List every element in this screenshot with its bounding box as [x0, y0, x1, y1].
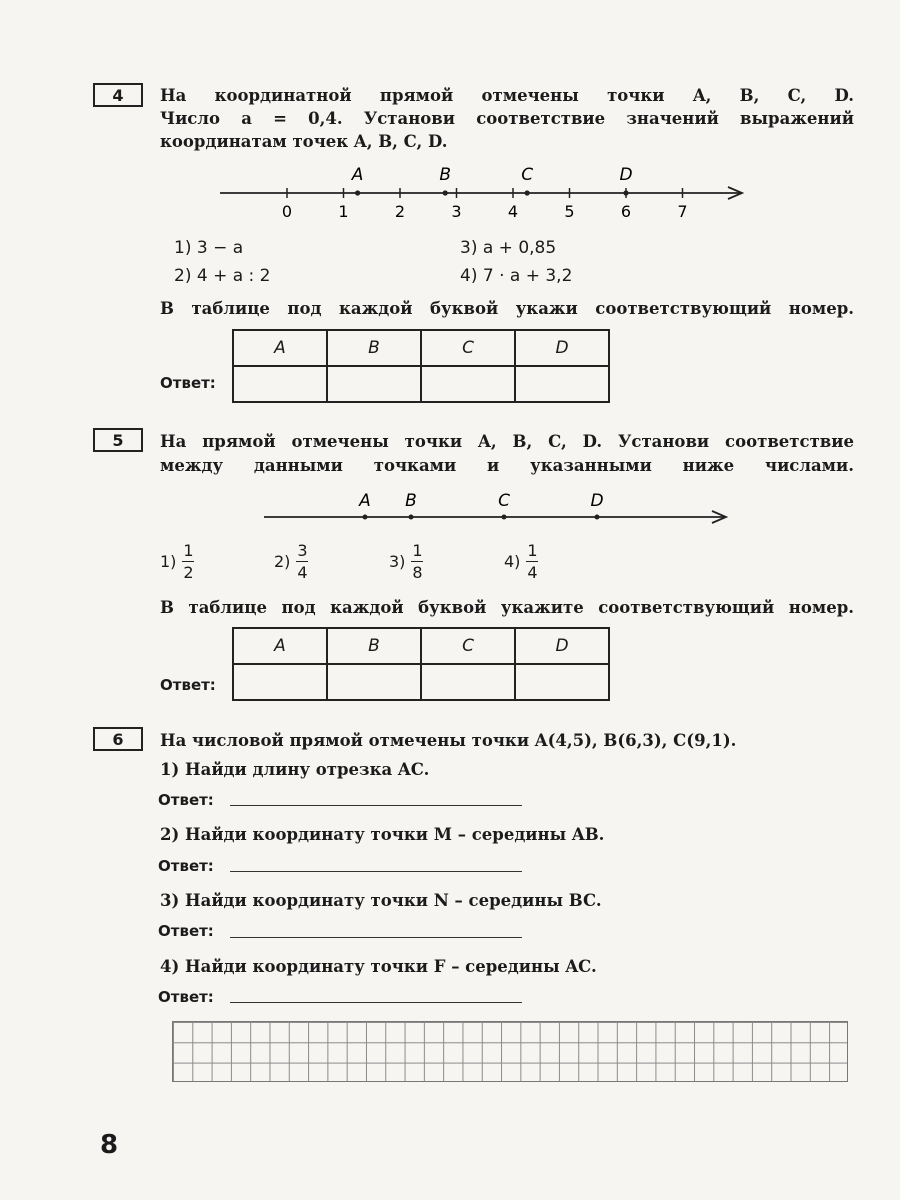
header-cell-d: D [515, 628, 609, 664]
task-6-question-4: 4) Найди координату точки F – середины AC. [160, 957, 597, 976]
table-header-row [233, 330, 609, 366]
task-4-number: 4 [93, 83, 143, 107]
task-5-option-3: 3) 1 8 [389, 541, 423, 582]
task-6-answer-field-1[interactable] [230, 805, 522, 806]
task-4-text-line-3: координатам точек A, B, C, D. [160, 132, 448, 151]
point-d-dot [623, 190, 628, 195]
header-cell-a: A [233, 330, 327, 366]
point-b-label: B [405, 491, 417, 511]
task-6-text-line-1: На числовой прямой отмечены точки A(4,5), B(6,3), C(9,1). [160, 731, 737, 750]
point-d-label: D [619, 165, 633, 185]
header-cell-b: B [327, 628, 421, 664]
task-4-instruction: В таблице под каждой буквой укажи соответствующий номер. [160, 299, 854, 318]
task-6-answer-label-4: Ответ: [158, 988, 214, 1006]
task-5-option-1: 1) 1 2 [160, 541, 194, 582]
task-4-answer-table [232, 329, 610, 403]
task-4-option-1: 1) 3 − a [174, 238, 244, 258]
page-number: 8 [100, 1130, 119, 1160]
task-5-instruction: В таблице под каждой буквой укажите соответствующий номер. [160, 598, 854, 617]
point-b-dot [443, 190, 448, 195]
task-4-number-line [210, 162, 770, 222]
task-4-text-line-2: Число a = 0,4. Установи соответствие значений выражений [160, 109, 854, 128]
answer-cell-a[interactable] [233, 366, 327, 402]
header-cell-b: B [327, 330, 421, 366]
task-5-option-4: 4) 1 4 [504, 541, 538, 582]
task-6-answer-label-1: Ответ: [158, 791, 214, 809]
numerator: 3 [297, 541, 308, 560]
point-b-dot [409, 515, 414, 520]
task-6-answer-field-3[interactable] [230, 937, 522, 938]
answer-cell-b[interactable] [327, 366, 421, 402]
task-5-text-line-1: На прямой отмечены точки A, B, C, D. Установи соответствие [160, 432, 854, 451]
task-6-question-3: 3) Найди координату точки N – середины BC. [160, 891, 602, 910]
task-6-number: 6 [93, 727, 143, 751]
answer-cell-d[interactable] [515, 664, 609, 700]
point-a-label: A [351, 165, 364, 185]
scratch-grid[interactable] [172, 1021, 848, 1082]
tick-label-6: 6 [620, 202, 632, 221]
task-6-answer-label-2: Ответ: [158, 857, 214, 875]
task-6-answer-field-4[interactable] [230, 1002, 522, 1003]
task-4-option-2: 2) 4 + a : 2 [174, 266, 271, 286]
denominator: 8 [412, 563, 423, 582]
point-c-dot [525, 190, 530, 195]
task-5-answer-label: Ответ: [160, 676, 216, 694]
answer-cell-c[interactable] [421, 664, 515, 700]
point-c-dot [502, 515, 507, 520]
table-header-row [233, 628, 609, 664]
tick-label-7: 7 [677, 202, 688, 221]
denominator: 2 [183, 563, 194, 582]
point-d-dot [595, 515, 600, 520]
tick-label-3: 3 [451, 202, 462, 221]
tick-label-4: 4 [507, 202, 519, 221]
numerator: 1 [412, 541, 423, 560]
task-4-option-3: 3) a + 0,85 [460, 238, 557, 258]
task-5-option-2: 2) 3 4 [274, 541, 308, 582]
task-4-option-4: 4) 7 · a + 3,2 [460, 266, 573, 286]
header-cell-a: A [233, 628, 327, 664]
answer-cell-c[interactable] [421, 366, 515, 402]
task-5-text-line-2: между данными точками и указанными ниже числами. [160, 456, 854, 475]
task-5-line [258, 488, 738, 538]
task-4-text-line-1: На координатной прямой отмечены точки A, B, C, D. [160, 86, 854, 105]
point-c-label: C [498, 491, 510, 511]
task-5-number: 5 [93, 428, 143, 452]
numerator: 1 [527, 541, 538, 560]
answer-cell-d[interactable] [515, 366, 609, 402]
task-6-answer-label-3: Ответ: [158, 922, 214, 940]
task-6-question-1: 1) Найди длину отрезка AC. [160, 760, 430, 779]
tick-label-1: 1 [338, 202, 349, 221]
tick-label-2: 2 [394, 202, 406, 221]
header-cell-c: C [421, 628, 515, 664]
answer-cell-a[interactable] [233, 664, 327, 700]
task-5-answer-table [232, 627, 610, 701]
task-6-answer-field-2[interactable] [230, 871, 522, 872]
point-b-label: B [439, 165, 452, 185]
table-answer-row[interactable] [233, 366, 609, 402]
tick-label-5: 5 [564, 202, 575, 221]
point-a-dot [355, 190, 360, 195]
denominator: 4 [527, 563, 538, 582]
numerator: 1 [183, 541, 194, 560]
table-answer-row[interactable] [233, 664, 609, 700]
answer-cell-b[interactable] [327, 664, 421, 700]
point-a-dot [363, 515, 368, 520]
tick-label-0: 0 [281, 202, 293, 221]
point-a-label: A [359, 491, 371, 511]
task-6-question-2: 2) Найди координату точки M – середины AB. [160, 825, 605, 844]
denominator: 4 [297, 563, 308, 582]
point-c-label: C [521, 165, 534, 185]
header-cell-c: C [421, 330, 515, 366]
task-4-answer-label: Ответ: [160, 374, 216, 392]
header-cell-d: D [515, 330, 609, 366]
point-d-label: D [590, 491, 604, 511]
